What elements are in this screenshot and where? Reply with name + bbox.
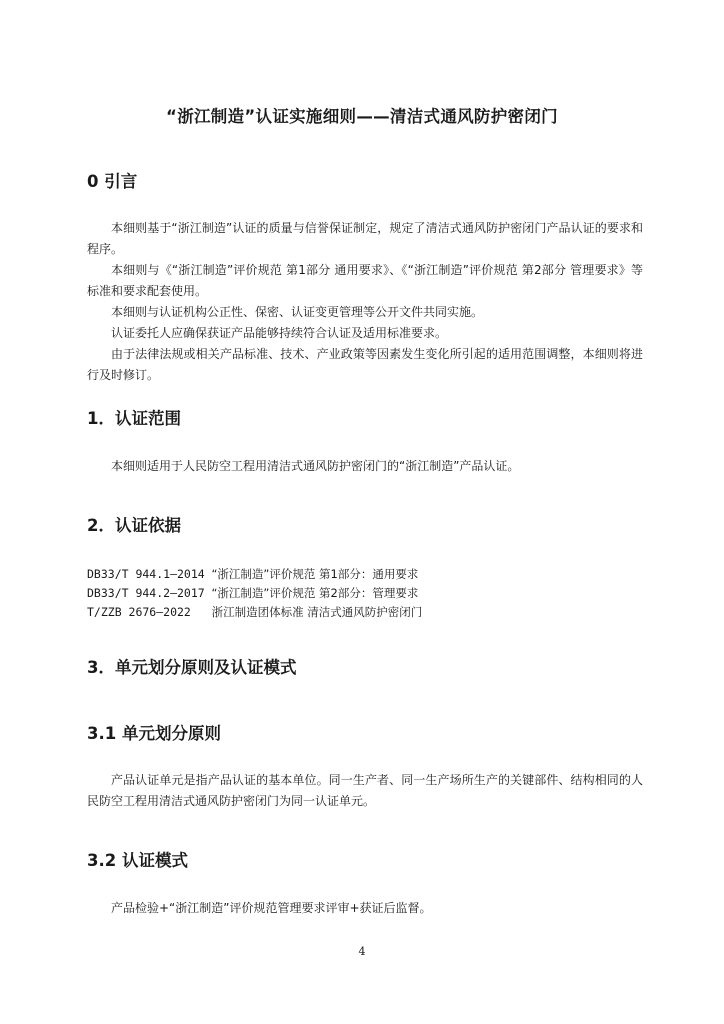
section-0-heading: 0 引言 <box>87 172 138 191</box>
reference-3-code: T/ZZB 2676—2022 <box>87 605 191 619</box>
reference-3 <box>87 604 422 620</box>
section-2-heading: 2．认证依据 <box>87 516 181 535</box>
intro-paragraph-4: 认证委托人应确保获证产品能够持续符合认证及适用标准要求。 <box>111 326 448 340</box>
document-title: “浙江制造”认证实施细则——清洁式通风防护密闭门 <box>166 107 558 126</box>
section-3-heading: 3．单元划分原则及认证模式 <box>87 658 297 677</box>
intro-paragraph-5: 由于法律法规或相关产品标准、技术、产业政策等因素发生变化所引起的适用范围调整，本细则将进行及时修订。 <box>87 347 643 382</box>
unit-body <box>87 770 643 812</box>
intro-body <box>87 218 643 386</box>
reference-1 <box>87 566 418 582</box>
intro-paragraph-2: 本细则与《“浙江制造”评价规范 第1部分 通用要求》、《“浙江制造”评价规范 第2部分 管理要求》等标准和要求配套使用。 <box>87 263 643 298</box>
section-3-1-heading: 3.1 单元划分原则 <box>87 724 221 743</box>
scope-paragraph: 本细则适用于人民防空工程用清洁式通风防护密闭门的“浙江制造”产品认证。 <box>111 459 520 473</box>
reference-2-code: DB33/T 944.2—2017 <box>87 586 205 600</box>
reference-2 <box>87 585 418 601</box>
unit-paragraph: 产品认证单元是指产品认证的基本单位。同一生产者、同一生产场所生产的关键部件、结构相同的人民防空工程用清洁式通风防护密闭门为同一认证单元。 <box>87 773 643 808</box>
intro-paragraph-1: 本细则基于“浙江制造”认证的质量与信誉保证制定，规定了清洁式通风防护密闭门产品认证的要求和程序。 <box>87 221 643 256</box>
reference-3-name: 浙江制造团体标准 清洁式通风防护密闭门 <box>211 605 423 619</box>
reference-2-name: “浙江制造”评价规范 第2部分：管理要求 <box>211 586 419 600</box>
reference-1-code: DB33/T 944.1—2014 <box>87 567 205 581</box>
page-number: 4 <box>358 945 366 958</box>
section-1-heading: 1．认证范围 <box>87 409 181 428</box>
reference-1-name: “浙江制造”评价规范 第1部分：通用要求 <box>211 567 419 581</box>
mode-paragraph: 产品检验+“浙江制造”评价规范管理要求评审+获证后监督。 <box>111 901 432 915</box>
section-3-2-heading: 3.2 认证模式 <box>87 851 188 870</box>
intro-paragraph-3: 本细则与认证机构公正性、保密、认证变更管理等公开文件共同实施。 <box>111 305 484 319</box>
scope-body <box>87 456 643 477</box>
mode-body <box>87 898 643 919</box>
